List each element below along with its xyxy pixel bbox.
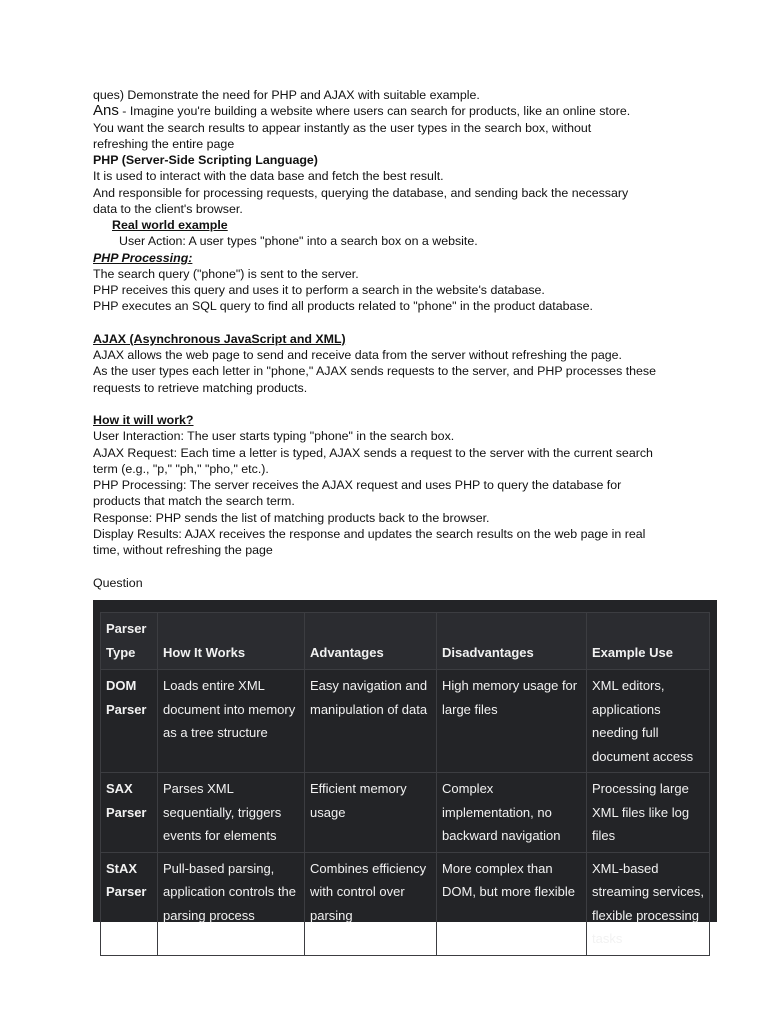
answer-intro-line-1 xyxy=(93,103,693,119)
php-processing-heading: PHP Processing: xyxy=(93,250,193,265)
how-heading-row xyxy=(93,412,693,428)
how-step-2b: term (e.g., "p," "ph," "pho," etc.). xyxy=(93,461,269,476)
row-type-line-2: Parser xyxy=(106,804,147,820)
row-type-line-2: Parser xyxy=(106,884,147,899)
cell-disadvantages: High memory usage for large files xyxy=(437,670,587,773)
header-disadvantages: Disadvantages xyxy=(437,613,587,670)
ajax-line-3: requests to retrieve matching products. xyxy=(93,380,308,395)
cell-advantages: Easy navigation and manipulation of data xyxy=(305,670,437,773)
parser-comparison-image xyxy=(93,600,717,946)
php-heading: PHP (Server-Side Scripting Language) xyxy=(93,153,318,167)
php-processing-line-3: PHP executes an SQL query to find all products related to "phone" in the product database. xyxy=(93,299,593,314)
document-body xyxy=(93,87,693,591)
question-text: ques) Demonstrate the need for PHP and AJAX with suitable example. xyxy=(93,88,480,102)
how-step-1: User Interaction: The user starts typing "phone" in the search box. xyxy=(93,429,455,444)
header-how-it-works: How It Works xyxy=(158,613,305,670)
cell-example: XML editors, applications needing full document access xyxy=(587,670,710,773)
php-line-1: It is used to interact with the data base and fetch the best result. xyxy=(93,169,444,184)
cell-how: Parses XML sequentially, triggers events for elements xyxy=(158,773,305,853)
row-parser-type xyxy=(101,773,158,853)
header-parser-type-line-1: Parser xyxy=(106,621,147,636)
ajax-heading-row xyxy=(93,331,693,347)
how-step-3a: PHP Processing: The server receives the AJAX request and uses PHP to query the database for xyxy=(93,478,622,492)
how-it-works-heading: How it will work? xyxy=(93,413,194,427)
php-processing-row xyxy=(93,250,693,266)
header-parser-type-line-2: Type xyxy=(106,644,136,660)
parser-comparison-table xyxy=(100,612,710,956)
cell-advantages: Efficient memory usage xyxy=(305,773,437,853)
php-processing-line-2: PHP receives this query and uses it to perform a search in the website's database. xyxy=(93,283,545,297)
real-world-example-row xyxy=(93,217,693,233)
table-header-row xyxy=(101,613,710,670)
cell-how: Loads entire XML document into memory as a tree structure xyxy=(158,670,305,773)
header-advantages: Advantages xyxy=(305,613,437,670)
row-parser-type xyxy=(101,670,158,773)
table-row xyxy=(101,773,710,853)
how-step-5b: time, without refreshing the page xyxy=(93,543,273,557)
question-label: Question xyxy=(93,575,143,590)
how-step-5a: Display Results: AJAX receives the response and updates the search results on the web page in real xyxy=(93,526,646,541)
table-row xyxy=(101,670,710,773)
how-step-4: Response: PHP sends the list of matching products back to the browser. xyxy=(93,510,490,525)
ajax-line-2: As the user types each letter in "phone," AJAX sends requests to the server, and PHP processes these xyxy=(93,364,657,379)
user-action-line: User Action: A user types "phone" into a search box on a website. xyxy=(119,234,478,249)
spacer xyxy=(93,396,693,412)
php-processing-line-1: The search query ("phone") is sent to the server. xyxy=(93,266,359,281)
cell-example: XML-based streaming services, flexible processing tasks xyxy=(587,852,710,955)
ajax-heading: AJAX (Asynchronous JavaScript and XML) xyxy=(93,331,346,346)
row-type-line-1: StAX xyxy=(106,860,138,876)
header-example-use: Example Use xyxy=(587,613,710,670)
header-parser-type xyxy=(101,613,158,670)
cell-disadvantages: Complex implementation, no backward navigation xyxy=(437,773,587,853)
row-parser-type xyxy=(101,852,158,955)
row-type-line-1: DOM xyxy=(106,678,137,693)
answer-intro-line-3: refreshing the entire page xyxy=(93,136,235,151)
cell-disadvantages: More complex than DOM, but more flexible xyxy=(437,852,587,955)
answer-label: Ans xyxy=(93,102,119,120)
how-step-3b: products that match the search term. xyxy=(93,494,295,509)
answer-intro-line-2: You want the search results to appear instantly as the user types in the search box, without xyxy=(93,120,592,135)
cell-advantages: Combines efficiency with control over parsing xyxy=(305,852,437,955)
php-line-3: data to the client's browser. xyxy=(93,201,243,216)
ajax-line-1: AJAX allows the web page to send and receive data from the server without refreshing the page. xyxy=(93,348,622,362)
php-line-2: And responsible for processing requests, querying the database, and sending back the necessary xyxy=(93,185,629,200)
spacer xyxy=(93,315,693,331)
row-type-line-1: SAX xyxy=(106,781,133,796)
cell-example: Processing large XML files like log files xyxy=(587,773,710,853)
real-world-example-heading: Real world example xyxy=(112,218,228,232)
spacer xyxy=(93,558,693,574)
table-row xyxy=(101,852,710,955)
row-type-line-2: Parser xyxy=(106,701,147,717)
how-step-2a: AJAX Request: Each time a letter is typed, AJAX sends a request to the server with the current search xyxy=(93,445,653,460)
cell-how: Pull-based parsing, application controls the parsing process xyxy=(158,852,305,955)
answer-intro-text: - Imagine you're building a website where users can search for products, like an online store. xyxy=(118,104,631,119)
